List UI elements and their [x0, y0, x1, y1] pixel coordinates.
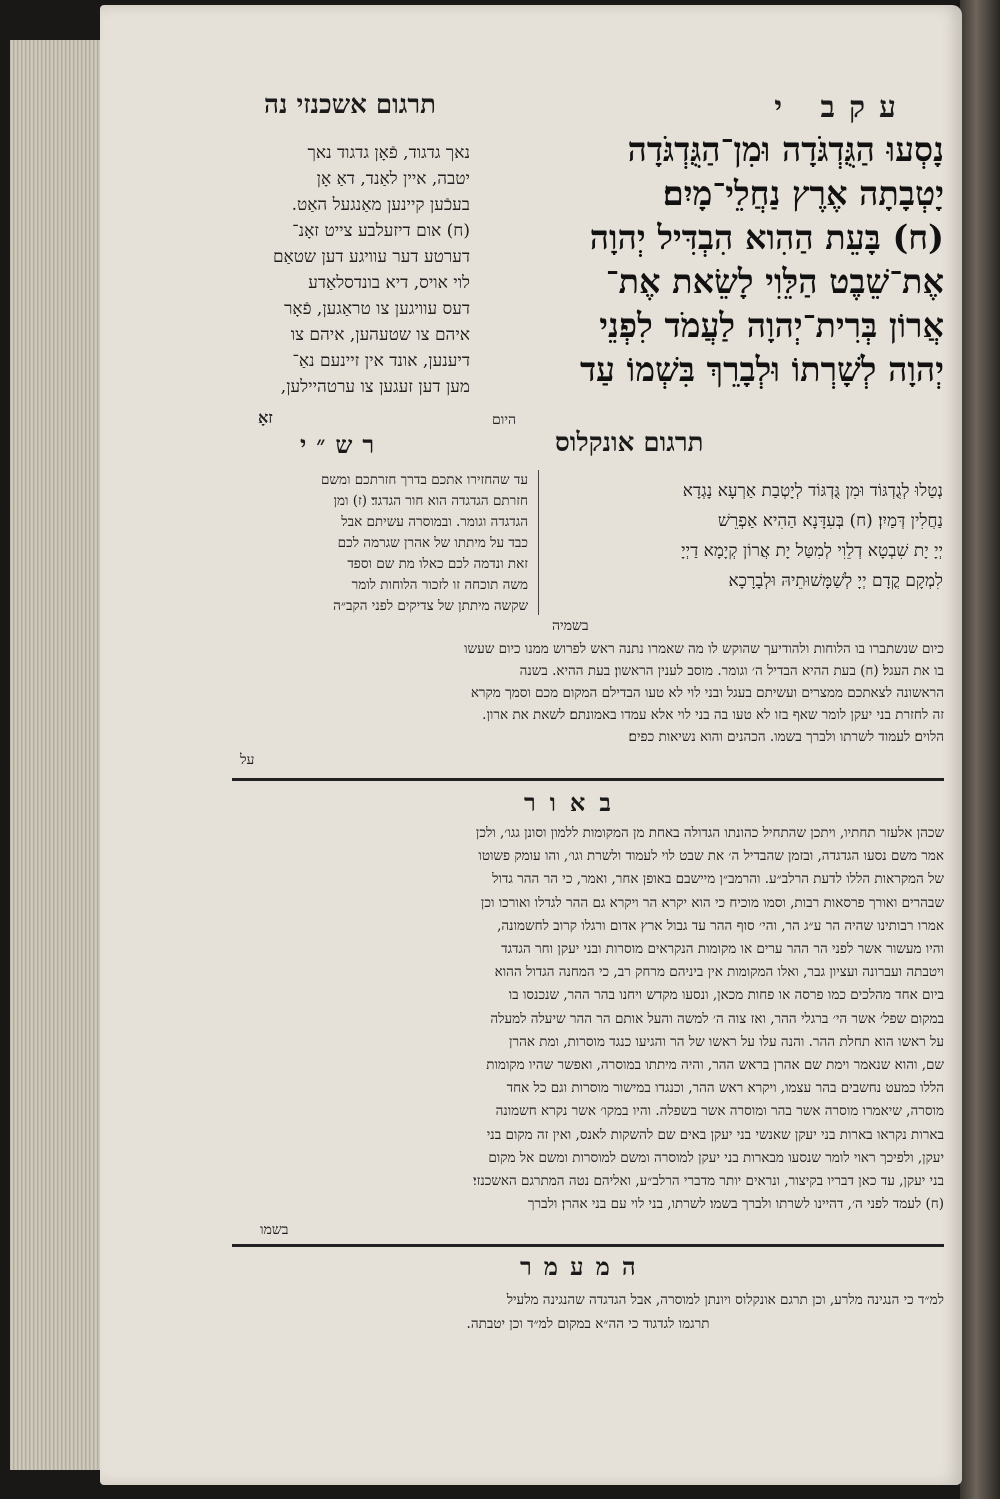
- biur-line: אמר משם נסעו הגדגדה, ובזמן שהבדיל ה׳ את שבט לוי לעמוד ולשרת וגו׳, והו עומק פשוטו: [478, 848, 944, 865]
- section-divider: [232, 1244, 944, 1247]
- biur-line: והיו מעשור אשר לפני הר ההר ערים או מקומות הנקראים מוסרות ובני יעקן וחר הגדגד: [501, 941, 944, 958]
- torah-line: נָסְעוּ הַגֻּדְגֹּדָה וּמִן־הַגֻּדְגֹּדָה: [627, 130, 944, 169]
- book-name-header: עקב י: [774, 90, 910, 125]
- german-translation-block: [232, 140, 470, 400]
- hameamer-line: למ״ד כי הנגינה מלרע, וכן תרגם אונקלוס ויונתן למוסרה, אבל הגדגדה שהנגינה מלעיל: [506, 1292, 944, 1308]
- biur-line: שבהרים ואורך פרסאות רבות, וסמו מוכיח כי הוא יקרא הר ויקרא גם ההר לגדלו ואורכו וכן: [480, 894, 944, 911]
- rashi-line: הראשונה לצאתכם ממצרים ועשיתם בעגל ובני לוי לא טעו הבדילם המקום מכם וסמך מקרא: [470, 685, 944, 701]
- rashi-title: רש״י: [300, 430, 385, 459]
- onkelos-title: תרגום אונקלוס: [555, 428, 704, 458]
- translation-line: דיענען, אונד אין זיינעם נאַ־: [292, 351, 470, 371]
- book-spine: [960, 0, 1000, 1499]
- translation-line: נאך גדגוד, פֿאָן גדגוד נאך: [307, 143, 470, 163]
- hameamer-line: תרגמו לגדגוד כי הה״א במקום למ״ד וכן יטבתה.: [466, 1316, 710, 1332]
- onkelos-catchword: בשמיה: [552, 618, 589, 634]
- rashi-line: הלוים׃ לעמוד לשרתו ולברך בשמו. הכהנים והוא נשיאות כפים׃: [628, 729, 944, 745]
- biur-line: של המקראות הללו לדעת הרלב״ע. והרמב״ן מיישבם באופן אחר, ואמר, כי הר ההר גדול: [492, 871, 944, 888]
- torah-line: אֶת־שֵׁבֶט הַלֵּוִי לָשֵׂאת אֶת־: [605, 262, 944, 301]
- biur-line: בני יעקן, עד כאן דבריו בקיצור, ונראים יותר מדברי הרלב״ע, ואליהם נטה המתרגם האשכנזי׃: [473, 1173, 944, 1190]
- biur-line: יעקן, ולפיכך ראוי לומר שנסעו מבארות בני יעקן למוסרה ומשם למוסרות ומשם אל מקום: [488, 1149, 944, 1166]
- onkelos-line: יְיָ יָת שִׁבְטָא דְלֵוִי לְמִטַּל יָת אֲרוֹן קְיָמָא דַיְיָ: [681, 541, 943, 561]
- translation-line: בעכֿען קיינען מאַנגעל האַט.: [291, 195, 470, 215]
- biur-line: מוסרה, שיאמרו מוסרה אשר בהר ומוסרה אשר בשפלה. והיו במקו׳ אשר נקרא חשמונה: [495, 1103, 944, 1120]
- biur-line: בארות נקראו בארות בני יעקן שאנשי בני יעקן באים שם להשקות לאנס, ואין זה מקום בני: [486, 1126, 944, 1143]
- translation-line: יטבה, איין לאַנד, דאַ אָן: [316, 169, 470, 189]
- translation-line: איהם צו שטעהען, איהם צו: [290, 325, 470, 345]
- torah-line: יְהוָה לְשָׁרְתוֹ וּלְבָרֵךְ בִּשְׁמוֹ עַד: [579, 350, 944, 389]
- rashi-line: משה תוכחה זו לזכור הלוחות לומר: [351, 577, 528, 593]
- rashi-full-block: [232, 638, 944, 748]
- rashi-line: שקשה מיתתן של צדיקים לפני הקב״ה: [333, 598, 528, 614]
- hameamer-title: המעמר: [520, 1252, 648, 1281]
- column-divider: [538, 470, 539, 615]
- rashi-line: כיום שנשתברו בו הלוחות ולהודיעך שהוקש לו מה שאמרו נתנה ראש לפרוש ממנו כיום שעשו: [464, 641, 944, 657]
- rashi-line: בו את העגל׃ (ח) בעת ההיא הבדיל ה׳ וגומר. מוסב לענין הראשון׃ בעת ההיא. בשנה: [519, 663, 944, 679]
- biur-line: שם, והוא שנאמר וימת שם אהרן בראש ההר, והיה מיתתו במוסרה, ואפשר שהיו מקומות: [486, 1057, 944, 1074]
- hameamer-block: [232, 1288, 944, 1336]
- rashi-line: זה לחזרת בני יעקן לומר שאף בזו לא טעו בה בני לוי אלא עמדו באמונתם׃ לשאת את ארון.: [482, 707, 944, 723]
- biur-catchword: בשמו: [260, 1222, 289, 1238]
- biur-line: ויטבתה ועברונה ועציון גבר, ואלו המקומות אין ביניהם מרחק רב, כי המחנה הגדול ההוא: [494, 964, 944, 981]
- translation-catchword: זאָ: [258, 408, 273, 427]
- onkelos-line: נַחֲלִין דְּמַיִן׃ (ח) בְּעִדָּנָא הַהִיא אַפְרֵשׁ: [717, 511, 943, 531]
- rashi-line: חזרתם הגדגדה הוא חור הגדגד׃ (ז) ומן: [333, 493, 528, 509]
- onkelos-block: [548, 476, 943, 596]
- translation-line: לוי אויס, דיא בונדסלאַדע: [308, 273, 470, 293]
- translation-title-header: תרגום אשכנזי נה: [264, 90, 436, 120]
- biur-line: ביום אחד מהלכים כמו פרסה או פחות מכאן, ונסעו מקדש ויחנו בהר ההר, שנכנסו בו: [508, 987, 944, 1004]
- translation-line: מען דען זעגען צו ערטהיילען,: [280, 377, 470, 397]
- rashi-line: כבד על מיתתו של אהרן שגרמה לכם: [337, 535, 528, 551]
- translation-line: דעס עוויגען צו טראַגען, פֿאָר: [284, 299, 470, 319]
- rashi-catchword: על: [240, 752, 255, 768]
- onkelos-line: לִמְקָם קֳדָם יְיָ לְשַׁמָּשׁוּתֵיהּ וּלְבָרָכָא: [728, 571, 943, 591]
- biur-line: שכהן אלעזר תחתיו, ויתכן שהתחיל כהונתו הגדולה באחת מן המקומות ללמון וסונן גגו׳, ולכן: [475, 825, 944, 841]
- torah-line: יָטְבָתָה אֶרֶץ נַחֲלֵי־מָיִם׃: [662, 174, 944, 213]
- biur-line: (ח) לעמד לפני ה׳, דהיינו לשרתו ולברך בשמו׃ לשרתו, בני לוי עם בני אהרן׃ ולברך: [527, 1196, 944, 1213]
- section-divider: [232, 778, 944, 781]
- torah-line: אֲרוֹן בְּרִית־יְהוָה לַעֲמֹד לִפְנֵי: [599, 306, 944, 345]
- rashi-line: הגדגדה וגומר. ובמוסרה עשיתם אבל: [341, 514, 528, 530]
- torah-text-block: [488, 128, 944, 392]
- onkelos-line: נְטַלוּ לְגֻדְגּוֹד וּמִן גֻּדְגּוֹד לְיָטְבַת אַרְעָא נָגְדָא: [682, 481, 943, 501]
- biur-line: במקום שפל׳ אשר הי׳ ברגלי ההר, ואז צוה ה׳ למשה והעל אותם הר ההר שיעלה למעלה: [490, 1010, 944, 1027]
- biur-block: [232, 822, 944, 1216]
- rashi-column-block: [232, 470, 528, 617]
- biur-line: על ראשו הוא תחלת ההר. והנה עלו על ראשו של הר והגיעו כנגד מוסרות, ומת אהרן: [509, 1033, 944, 1050]
- translation-line: (ח) אום דיזעלבע צייט זאָנ־: [292, 221, 470, 241]
- rashi-line: עד שהחזירו אתכם בדרך חזרתכם ומשם: [321, 472, 528, 488]
- torah-line: (ח) בָּעֵת הַהִוא הִבְדִּיל יְהוָה: [589, 218, 944, 257]
- rashi-line: זאת ונדמה לכם כאלו מת שם וספד: [347, 556, 528, 572]
- biur-title: באור: [524, 788, 625, 817]
- translation-line: דערטע דער עוויגע דען שטאַם: [272, 247, 470, 267]
- biur-line: אמרו רבותינו שהיה הר ע״ג הר, והי׳ סוף ההר עד גבול ארץ אדום ורגלו קרוב לחשמונה,: [497, 917, 944, 934]
- biur-line: הללו כמעט נחשבים בהר עצמו, ויקרא ראש ההר, וכנגדו במישור מוסרות וגם כל אחד: [506, 1080, 944, 1097]
- torah-catchword: היום: [492, 412, 517, 428]
